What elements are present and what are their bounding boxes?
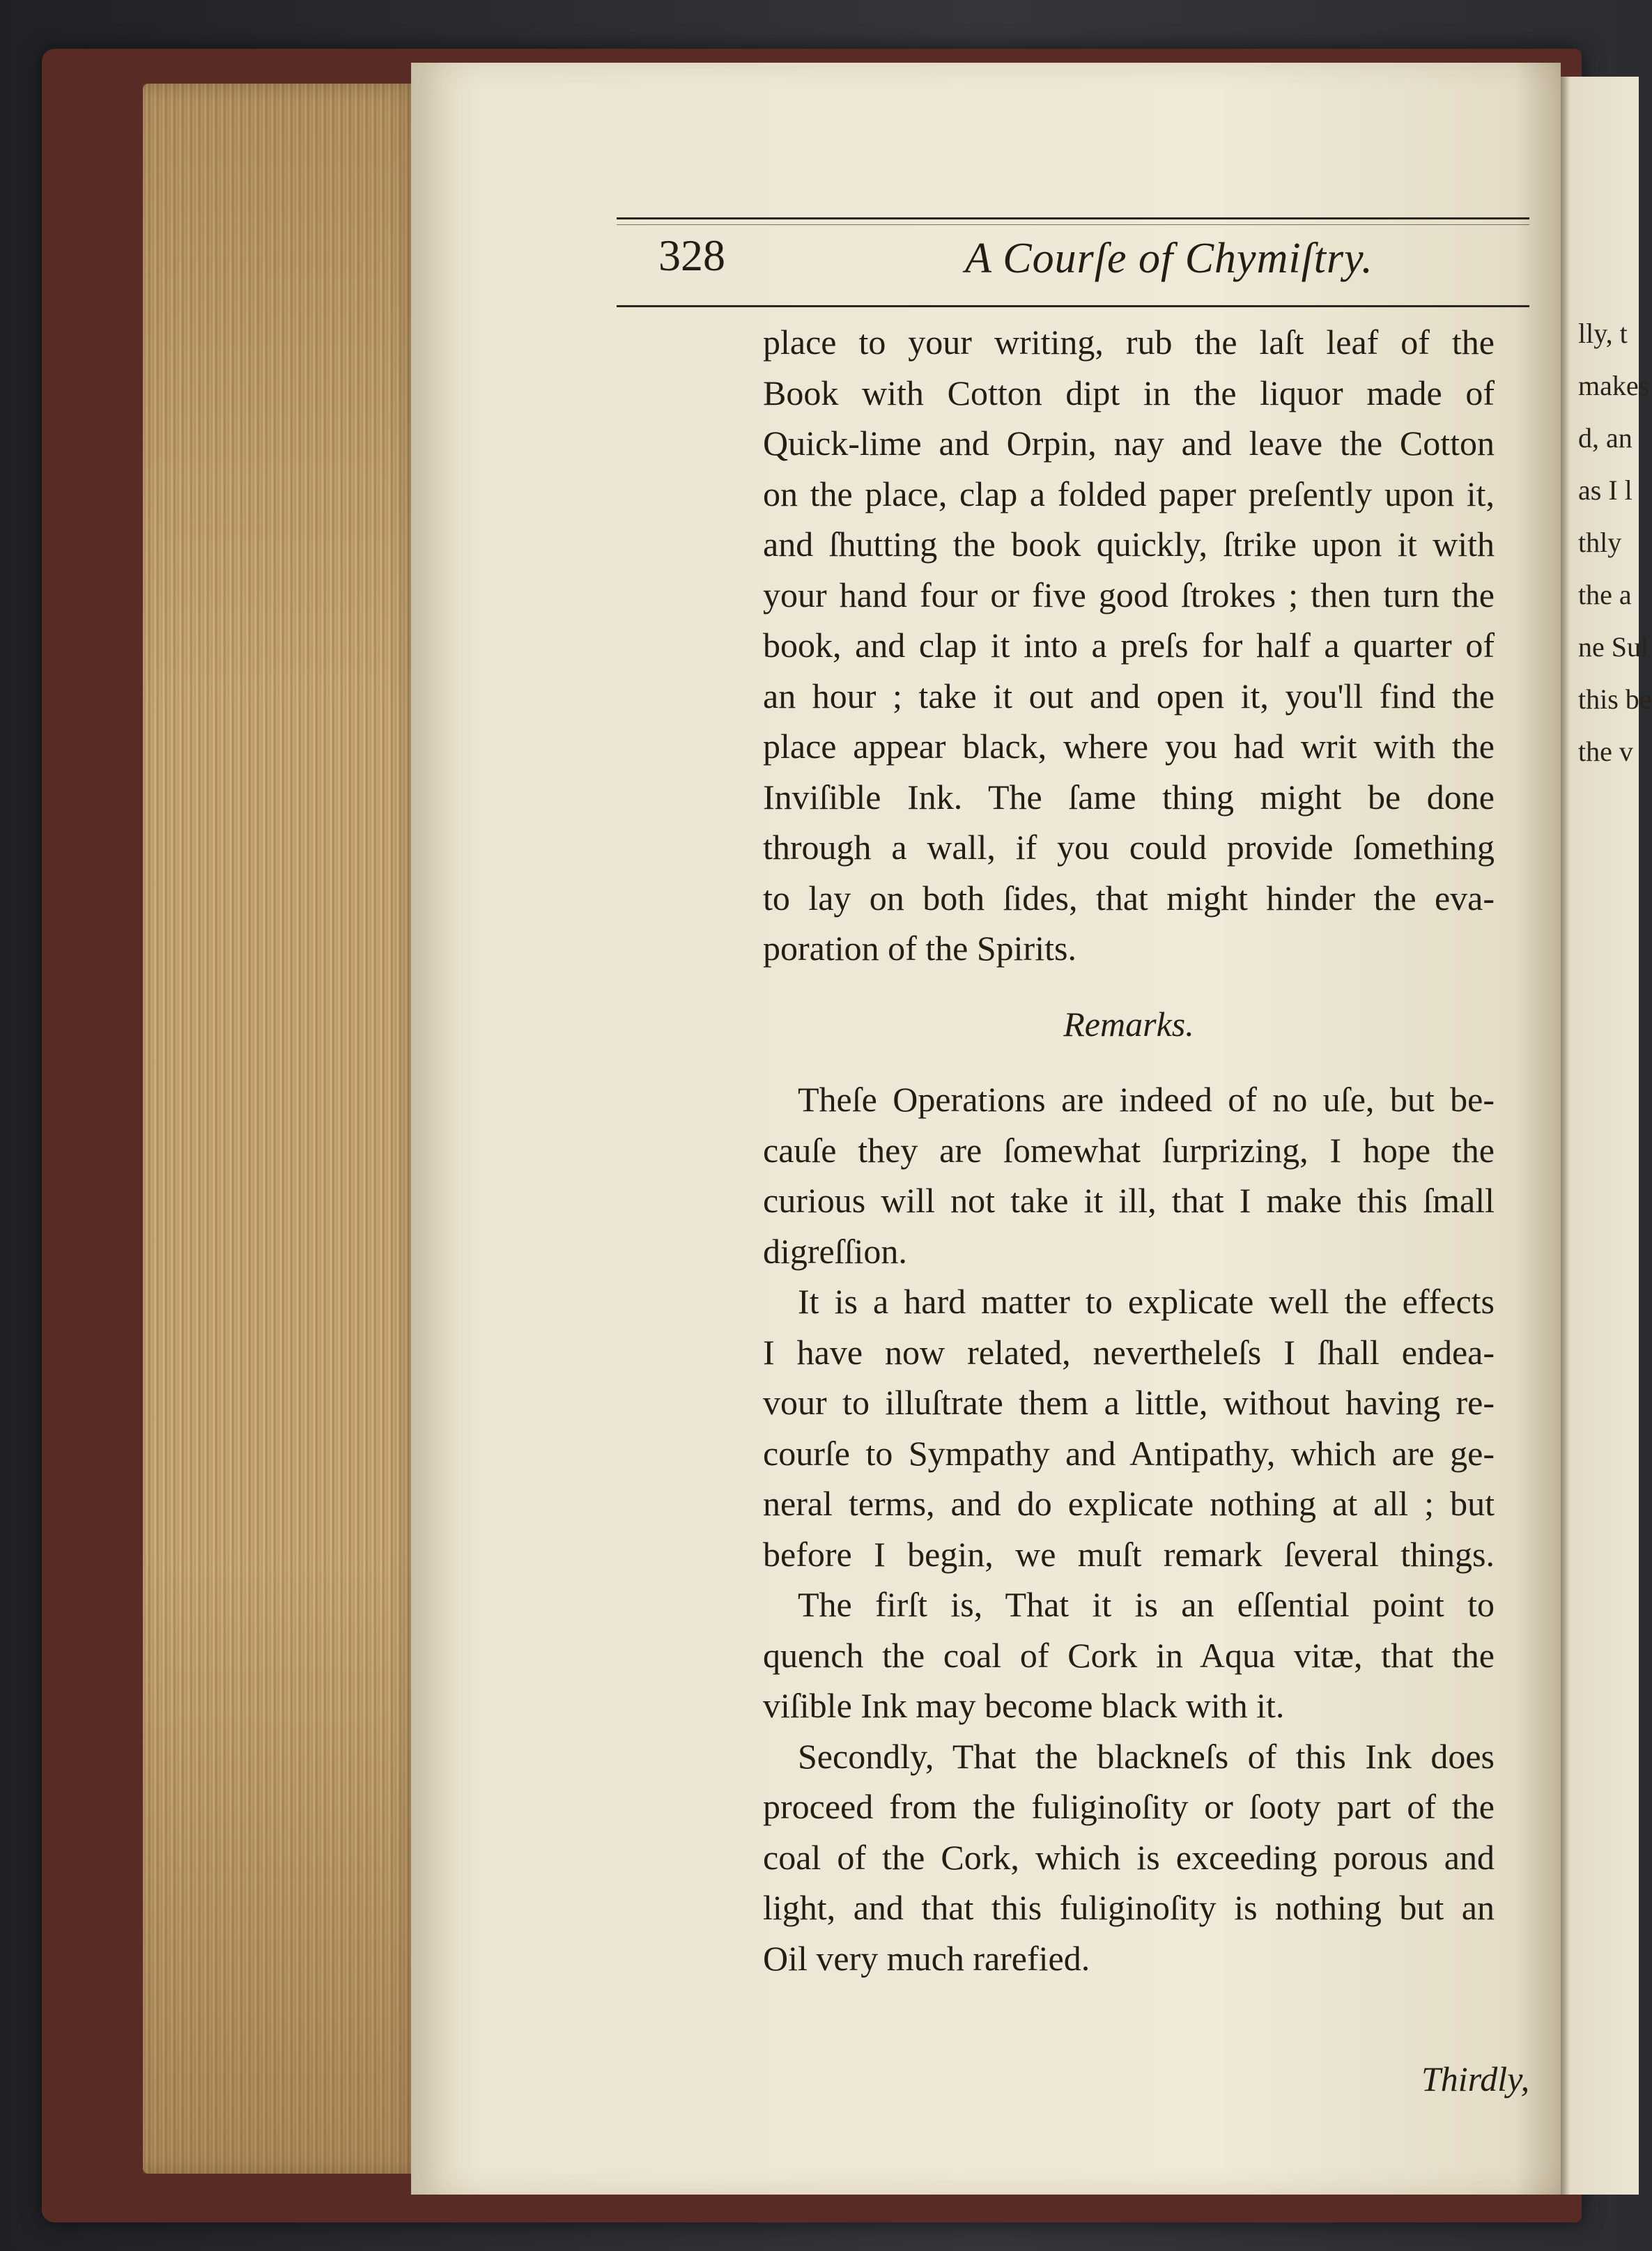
- text-line: Oil very much rarefied.: [763, 1938, 1090, 1978]
- text-line: Secondly, That the blackneſs of this Ink does: [798, 1736, 1495, 1776]
- text-line: digreſſion.: [763, 1231, 907, 1271]
- header-rule-top-thin: [617, 224, 1529, 225]
- facing-fragment: the v: [1578, 736, 1633, 767]
- catchword: Thirdly,: [1421, 2059, 1530, 2098]
- facing-fragment: this be: [1578, 683, 1652, 715]
- facing-fragment: makes: [1578, 370, 1650, 401]
- spacer: [763, 974, 1495, 999]
- facing-fragment: lly, t: [1578, 318, 1628, 349]
- remarks-heading: Remarks.: [1063, 1004, 1194, 1044]
- text-line: through a wall, if you could provide ſomething: [763, 828, 1495, 867]
- facing-fragment: ne Sul: [1578, 631, 1649, 663]
- text-line: place appear black, where you had writ with the: [763, 727, 1495, 766]
- text-line: light, and that this fuliginoſity is nothing but an: [763, 1888, 1495, 1927]
- text-line: The firſt is, That it is an eſſential point to: [798, 1585, 1495, 1624]
- text-line: place to your writing, rub the laſt leaf of the: [763, 323, 1495, 362]
- text-line: proceed from the fuliginoſity or ſooty part of the: [763, 1787, 1495, 1826]
- text-line: and ſhutting the book quickly, ſtrike upon it with: [763, 525, 1495, 564]
- header-rule-top: [617, 217, 1529, 219]
- text-line: Quick-lime and Orpin, nay and leave the Cotton: [763, 424, 1495, 463]
- text-line: Book with Cotton dipt in the liquor made of: [763, 373, 1495, 412]
- header-rule-bottom: [617, 305, 1529, 307]
- text-line: an hour ; take it out and open it, you'll find the: [763, 676, 1495, 715]
- page-number: 328: [658, 231, 725, 280]
- spacer: [763, 1049, 1495, 1074]
- text-line: your hand four or five good ſtrokes ; then turn the: [763, 575, 1495, 614]
- text-line: I have now related, nevertheleſs I ſhall endea-: [763, 1332, 1495, 1372]
- text-line: cauſe they are ſomewhat ſurprizing, I hope the: [763, 1130, 1495, 1170]
- text-line: courſe to Sympathy and Antipathy, which are ge-: [763, 1433, 1495, 1473]
- page-body: [763, 317, 1495, 1983]
- page-edges: [143, 84, 418, 2174]
- text-line: It is a hard matter to explicate well the effects: [798, 1282, 1495, 1321]
- text-line: before I begin, we muſt remark ſeveral things.: [763, 1534, 1495, 1574]
- facing-fragment: thly: [1578, 527, 1622, 558]
- text-line: book, and clap it into a preſs for half a quarter of: [763, 626, 1495, 665]
- text-line: curious will not take it ill, that I make this ſmall: [763, 1181, 1495, 1220]
- facing-page: [1561, 77, 1652, 2195]
- text-line: Inviſible Ink. The ſame thing might be done: [763, 777, 1495, 817]
- text-line: neral terms, and do explicate nothing at all ; but: [763, 1484, 1495, 1523]
- text-line: quench the coal of Cork in Aqua vitæ, that the: [763, 1635, 1495, 1675]
- running-head: A Courſe of Chymiſtry.: [965, 235, 1373, 282]
- text-line: coal of the Cork, which is exceeding porous and: [763, 1837, 1495, 1877]
- text-line: to lay on both ſides, that might hinder the eva-: [763, 878, 1495, 918]
- facing-fragment: as I l: [1578, 474, 1632, 506]
- facing-fragment: the a: [1578, 579, 1632, 610]
- facing-fragment: d, an: [1578, 422, 1632, 454]
- text-line: Theſe Operations are indeed of no uſe, but be-: [798, 1080, 1495, 1119]
- text-line: on the place, clap a folded paper preſently upon it,: [763, 474, 1495, 513]
- text-line: viſible Ink may become black with it.: [763, 1686, 1285, 1725]
- text-line: poration of the Spirits.: [763, 929, 1076, 968]
- text-line: vour to illuſtrate them a little, without having re-: [763, 1383, 1495, 1422]
